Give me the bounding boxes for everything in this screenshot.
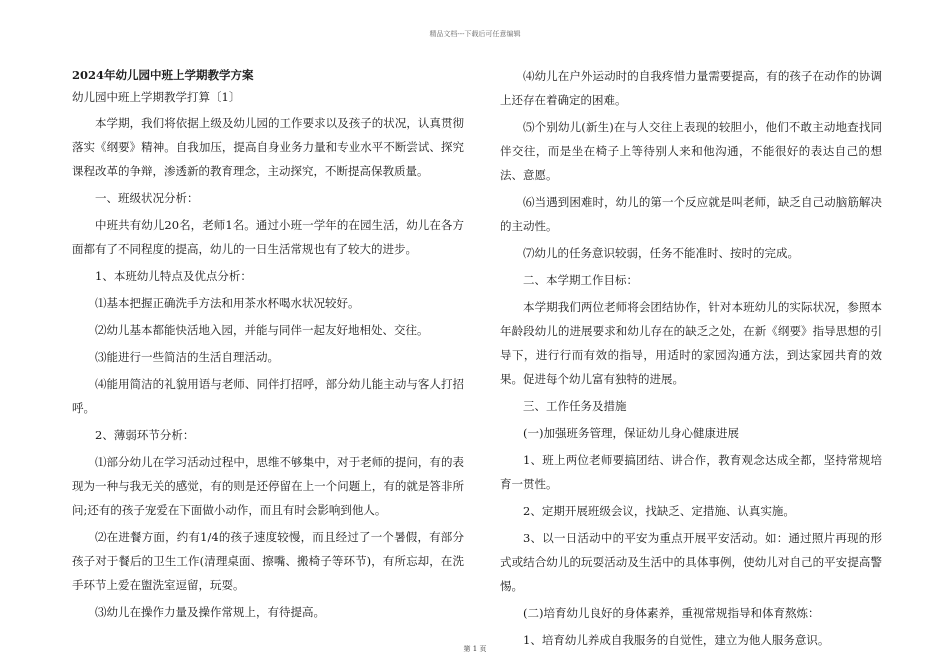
list-item: ⑹当遇到困难时，幼儿的第一个反应就是叫老师，缺乏自己动脑筋解决的主动性。 [500, 195, 882, 233]
section-heading: 一、班级状况分析： [95, 191, 199, 205]
list-item: ⑶能进行一些简洁的生活自理活动。 [95, 350, 279, 364]
section-heading: 三、工作任务及措施 [523, 399, 627, 413]
section-heading: 二、本学期工作目标： [523, 273, 638, 287]
list-item: ⑴基本把握正确洗手方法和用茶水杯喝水状况较好。 [95, 296, 360, 310]
right-column [500, 64, 882, 655]
list-item: ⑵在进餐方面，约有1/4的孩子速度较慢，而且经过了一个暑假，有部分孩子对于餐后的卫生工作(清理桌面、擦嘴、搬椅子等环节)，有所忘却，在洗手环节上爱在盥洗室逗留，玩耍。 [72, 530, 464, 592]
list-item: ⑶幼儿在操作力量及操作常规上，有待提高。 [95, 605, 325, 619]
document-title: 2024年幼儿园中班上学期教学方案 [72, 68, 254, 82]
list-item: 1、班上两位老师要搞团结、讲合作，教育观念达成全都，坚持常规培育一贯性。 [500, 453, 882, 491]
document-subtitle: 幼儿园中班上学期教学打算〔1〕 [72, 90, 241, 104]
paragraph: 中班共有幼儿20名，老师1名。通过小班一学年的在园生活，幼儿在各方面都有了不同程度的提高，幼儿的一日生活常规也有了较大的进步。 [72, 218, 464, 256]
list-item: ⑸个别幼儿(新生)在与人交往上表现的较胆小，他们不敢主动地查找同伴交往，而是坐在椅子上等待别人来和他沟通，不能很好的表达自己的想法、意愿。 [500, 120, 882, 182]
list-item: 2、定期开展班级会议，找缺乏、定措施、认真实施。 [523, 504, 795, 518]
left-column [72, 64, 464, 627]
list-item: ⑷能用简洁的礼貌用语与老师、同伴打招呼，部分幼儿能主动与客人打招呼。 [72, 377, 464, 415]
list-item: 1、培育幼儿养成自我服务的自觉性，建立为他人服务意识。 [523, 633, 830, 647]
paragraph: 本学期，我们将依据上级及幼儿园的工作要求以及孩子的状况，认真贯彻落实《纲要》精神。自我加压，提高自身业务力量和专业水平不断尝试、探究课程改革的争辩，渗透新的教育理念，主动探究，不断提高保教质量。 [72, 116, 464, 178]
list-item: ⑺幼儿的任务意识较弱，任务不能准时、按时的完成。 [523, 246, 799, 260]
list-item: 3、以一日活动中的平安为重点开展平安活动。如：通过照片再现的形式或结合幼儿的玩耍活动及生活中的具体事例，使幼儿对自己的平安提高警惕。 [500, 531, 882, 593]
page-footer: 第 1 页 [463, 645, 487, 653]
subsection-heading: 2、薄弱环节分析： [95, 428, 195, 442]
page-header: 精品文档---下载后可任意编辑 [429, 30, 521, 38]
subsection-heading: 1、本班幼儿特点及优点分析： [95, 269, 252, 283]
paragraph: 本学期我们两位老师将会团结协作，针对本班幼儿的实际状况，参照本年龄段幼儿的进展要求和幼儿存在的缺乏之处，在新《纲要》指导思想的引导下，进行行而有效的指导，用适时的家园沟通方法，到达家园共育的效果。促进每个幼儿富有独特的进展。 [500, 300, 882, 386]
list-item: ⑷幼儿在户外运动时的自我疼惜力量需要提高，有的孩子在动作的协调上还存在着确定的困难。 [500, 69, 882, 107]
list-item: ⑴部分幼儿在学习活动过程中，思维不够集中，对于老师的提问，有的表现为一种与我无关的感觉，有的则是还停留在上一个问题上，有的就是答非所问;还有的孩子宠爱在下面做小动作，而且有时会影响到他人。 [72, 455, 464, 517]
list-item: ⑵幼儿基本都能快活地入园，并能与同伴一起友好地相处、交往。 [95, 323, 429, 337]
subsection-heading: (一)加强班务管理，保证幼儿身心健康进展 [523, 426, 739, 440]
subsection-heading: (二)培育幼儿良好的身体素养，重视常规指导和体育熬炼： [523, 606, 820, 620]
